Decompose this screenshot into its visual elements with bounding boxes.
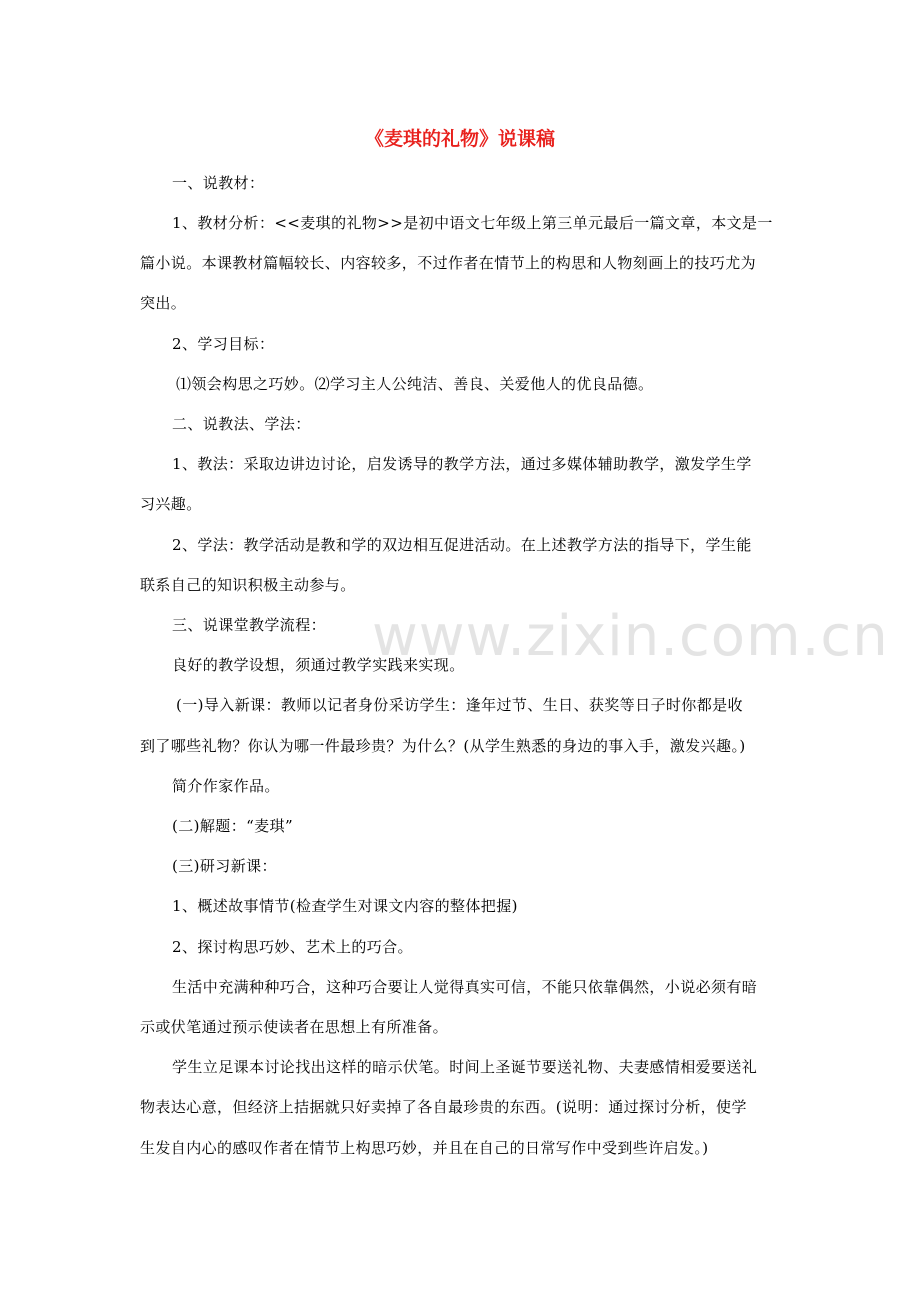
paragraph-line: 联系自己的知识积极主动参与。	[140, 576, 356, 594]
paragraph-line: 习兴趣。	[140, 495, 202, 513]
paragraph-line: 1、教法：采取边讲边讨论，启发诱导的教学方法，通过多媒体辅助教学，激发学生学	[172, 455, 752, 473]
paragraph-line: (二)解题：“麦琪”	[172, 817, 294, 835]
paragraph-line: 生活中充满种种巧合，这种巧合要让人觉得真实可信，不能只依靠偶然，小说必须有暗	[172, 978, 758, 996]
paragraph-line: 突出。	[140, 294, 187, 312]
paragraph-line: 示或伏笔通过预示使读者在思想上有所准备。	[140, 1018, 449, 1036]
paragraph-line: (一)导入新课：教师以记者身份采访学生：逢年过节、生日、获奖等日子时你都是收	[176, 696, 743, 714]
watermark: www.zixin.com.cn	[372, 604, 889, 669]
section-heading-1: 一、说教材：	[172, 174, 265, 192]
paragraph-line: 学生立足课本讨论找出这样的暗示伏笔。时间上圣诞节要送礼物、夫妻感情相爱要送礼	[172, 1058, 758, 1076]
paragraph-line: 2、探讨构思巧妙、艺术上的巧合。	[172, 938, 413, 956]
paragraph-line: 1、教材分析：<<麦琪的礼物>>是初中语文七年级上第三单元最后一篇文章，本文是一	[172, 214, 773, 232]
paragraph-line: 篇小说。本课教材篇幅较长、内容较多，不过作者在情节上的构思和人物刻画上的技巧尤为	[140, 254, 757, 272]
paragraph-line: 良好的教学设想，须通过教学实践来实现。	[172, 656, 465, 674]
paragraph-line: 简介作家作品。	[172, 777, 280, 795]
paragraph-line: (三)研习新课：	[172, 857, 277, 875]
document-title: 《麦琪的礼物》说课稿	[364, 128, 555, 150]
section-heading-2: 二、说教法、学法：	[172, 415, 311, 433]
section-heading-3: 三、说课堂教学流程：	[172, 616, 327, 634]
paragraph-line: 1、概述故事情节(检查学生对课文内容的整体把握)	[172, 897, 518, 915]
paragraph-line: ⑴领会构思之巧妙。⑵学习主人公纯洁、善良、关爱他人的优良品德。	[176, 375, 654, 393]
paragraph-line: 2、学习目标：	[172, 335, 275, 353]
paragraph-line: 到了哪些礼物？你认为哪一件最珍贵？为什么？(从学生熟悉的身边的事入手，激发兴趣。)	[140, 737, 746, 755]
paragraph-line: 生发自内心的感叹作者在情节上构思巧妙，并且在自己的日常写作中受到些许启发。)	[140, 1139, 709, 1157]
paragraph-line: 物表达心意，但经济上拮据就只好卖掉了各自最珍贵的东西。(说明：通过探讨分析，使学	[140, 1098, 747, 1116]
paragraph-line: 2、学法：教学活动是教和学的双边相互促进活动。在上述教学方法的指导下，学生能	[172, 536, 752, 554]
